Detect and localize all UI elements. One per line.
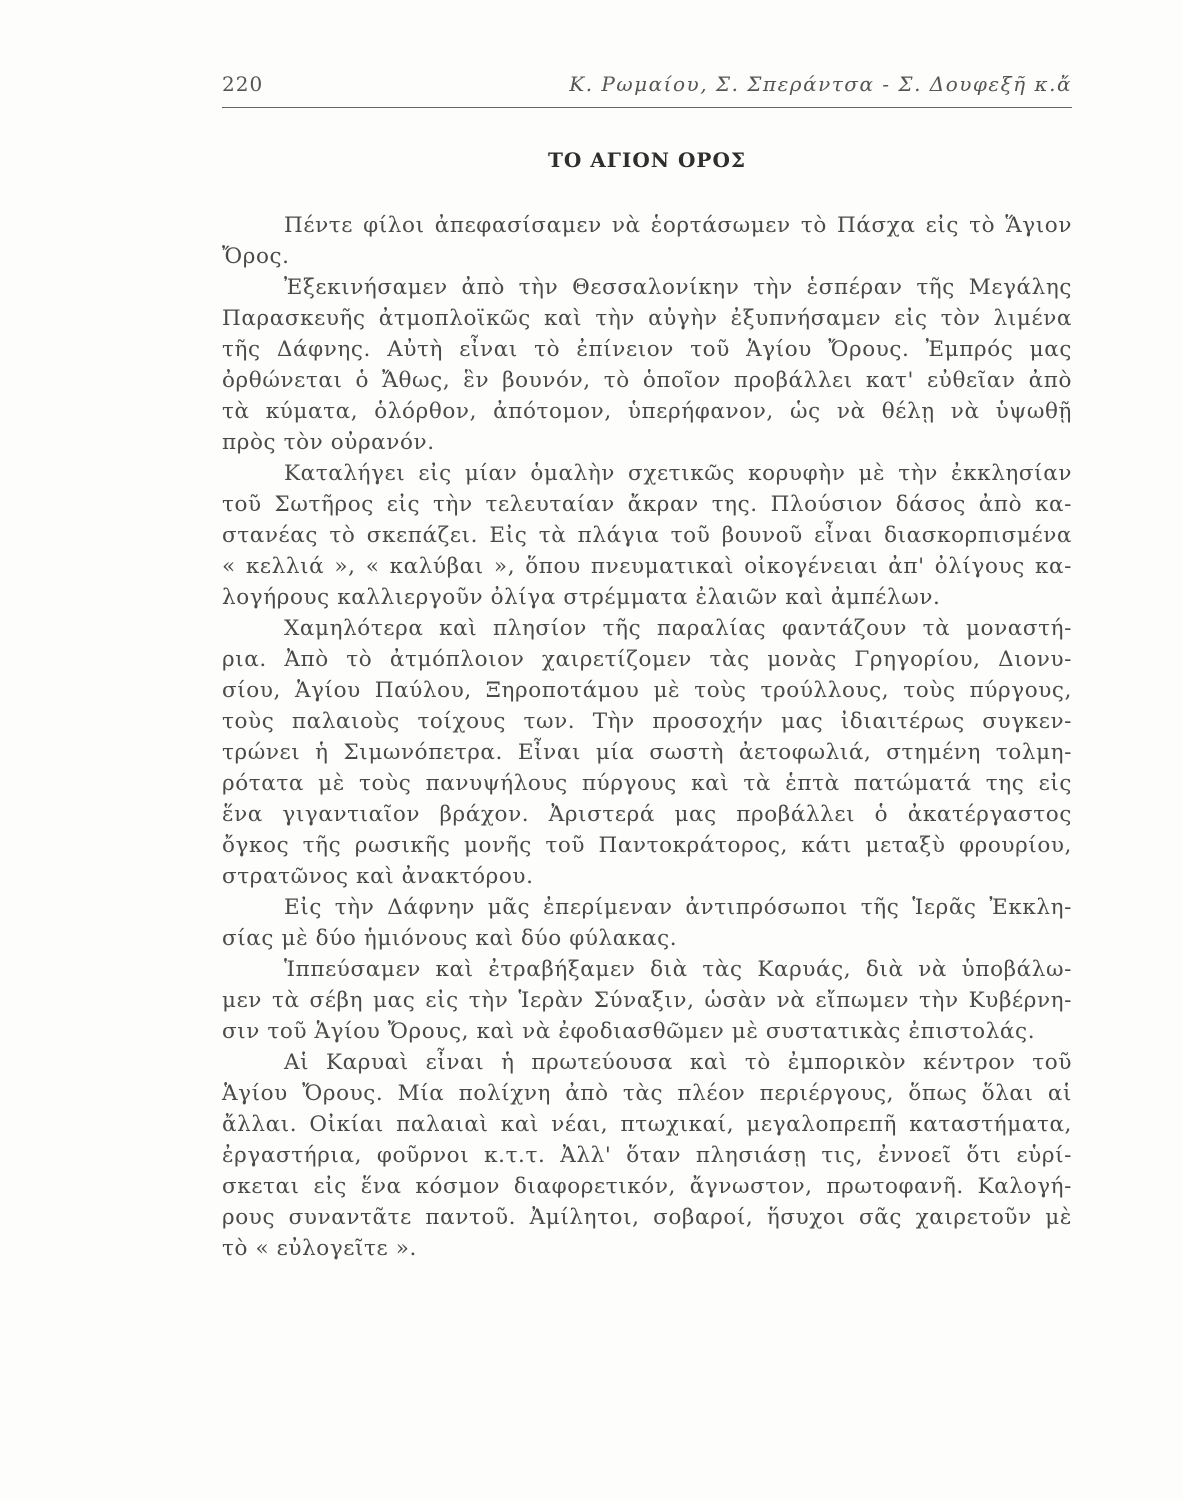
text-line: Πέντε φίλοι ἀπεφασίσαμεν νὰ ἑορτάσωμεν τὸ Πάσχα εἰς τὸ Ἅγιον [284, 213, 1072, 238]
running-head [222, 72, 1072, 102]
paragraph [222, 272, 1072, 458]
text-line: στρατῶνος καὶ ἀνακτόρου. [222, 864, 534, 889]
text-line: Ὄρος. [222, 244, 290, 269]
paragraph [222, 210, 1072, 272]
text-line: τοὺς παλαιοὺς τοίχους των. Τὴν προσοχήν μας ἰδιαιτέρως συγκεν- [222, 709, 1072, 734]
text-line: σκεται εἰς ἕνα κόσμον διαφορετικόν, ἄγνωστον, πρωτοφανῆ. Καλογή- [222, 1174, 1072, 1199]
text-line: ρια. Ἀπὸ τὸ ἀτμόπλοιον χαιρετίζομεν τὰς μονὰς Γρηγορίου, Διονυ- [222, 647, 1072, 672]
text-line: ὄγκος τῆς ρωσικῆς μονῆς τοῦ Παντοκράτορος, κάτι μεταξὺ φρουρίου, [222, 833, 1072, 858]
text-line: ἐργαστήρια, φοῦρνοι κ.τ.τ. Ἀλλ' ὅταν πλησιάσῃ τις, ἐννοεῖ ὅτι εὑρί- [222, 1143, 1072, 1168]
page-number: 220 [222, 72, 264, 96]
text-line: τῆς Δάφνης. Αὐτὴ εἶναι τὸ ἐπίνειον τοῦ Ἁγίου Ὄρους. Ἐμπρός μας [222, 337, 1072, 362]
text-line: ρότατα μὲ τοὺς πανυψήλους πύργους καὶ τὰ ἑπτὰ πατώματά της εἰς [222, 771, 1072, 796]
text-line: ἄλλαι. Οἰκίαι παλαιαὶ καὶ νέαι, πτωχικαί, μεγαλοπρεπῆ καταστήματα, [222, 1112, 1072, 1137]
text-line: Ἱππεύσαμεν καὶ ἐτραβήξαμεν διὰ τὰς Καρυάς, διὰ νὰ ὑποβάλω- [284, 957, 1072, 982]
paragraph [222, 892, 1072, 954]
paragraph [222, 1047, 1072, 1264]
text-line: Εἰς τὴν Δάφνην μᾶς ἐπερίμεναν ἀντιπρόσωποι τῆς Ἱερᾶς Ἐκκλη- [284, 895, 1072, 920]
text-line: τὰ κύματα, ὁλόρθον, ἀπότομον, ὑπερήφανον, ὡς νὰ θέλῃ νὰ ὑψωθῇ [222, 399, 1072, 424]
text-line: ὀρθώνεται ὁ Ἄθως, ἓν βουνόν, τὸ ὁποῖον προβάλλει κατ' εὐθεῖαν ἀπὸ [222, 368, 1072, 393]
text-line: ρους συναντᾶτε παντοῦ. Ἀμίλητοι, σοβαροί, ἥσυχοι σᾶς χαιρετοῦν μὲ [222, 1205, 1072, 1230]
running-head-authors: Κ. Ρωμαίου, Σ. Σπεράντσα - Σ. Δουφεξῆ κ.ἄ [569, 72, 1072, 96]
paragraph [222, 954, 1072, 1047]
paragraph [222, 458, 1072, 613]
text-line: « κελλιά », « καλύβαι », ὅπου πνευματικαὶ οἰκογένειαι ἀπ' ὀλίγους κα- [222, 554, 1072, 579]
text-line: σίου, Ἁγίου Παύλου, Ξηροποτάμου μὲ τοὺς τρούλλους, τοὺς πύργους, [222, 678, 1072, 703]
text-line: σιν τοῦ Ἁγίου Ὄρους, καὶ νὰ ἐφοδιασθῶμεν μὲ συστατικὰς ἐπιστολάς. [222, 1019, 1036, 1044]
paragraph [222, 613, 1072, 892]
text-line: μεν τὰ σέβη μας εἰς τὴν Ἱερὰν Σύναξιν, ὡσὰν νὰ εἴπωμεν τὴν Κυβέρνη- [222, 988, 1072, 1013]
text-line: ἕνα γιγαντιαῖον βράχον. Ἀριστερά μας προβάλλει ὁ ἀκατέργαστος [222, 802, 1072, 827]
text-line: πρὸς τὸν οὐρανόν. [222, 430, 435, 455]
text-line: σίας μὲ δύο ἡμιόνους καὶ δύο φύλακας. [222, 926, 678, 951]
text-line: Αἱ Καρυαὶ εἶναι ἡ πρωτεύουσα καὶ τὸ ἐμπορικὸν κέντρον τοῦ [284, 1050, 1072, 1075]
text-line: Ἁγίου Ὄρους. Μία πολίχνη ἀπὸ τὰς πλέον περιέργους, ὅπως ὅλαι αἱ [222, 1081, 1072, 1106]
chapter-title: ΤΟ ΑΓΙΟΝ ΟΡΟΣ [547, 148, 747, 172]
text-line: τὸ « εὐλογεῖτε ». [222, 1236, 417, 1261]
text-line: Παρασκευῆς ἀτμοπλοϊκῶς καὶ τὴν αὐγὴν ἐξυπνήσαμεν εἰς τὸν λιμένα [222, 306, 1072, 331]
text-line: Καταλήγει εἰς μίαν ὁμαλὴν σχετικῶς κορυφὴν μὲ τὴν ἐκκλησίαν [284, 461, 1072, 486]
text-line: τοῦ Σωτῆρος εἰς τὴν τελευταίαν ἄκραν της. Πλούσιον δάσος ἀπὸ κα- [222, 492, 1072, 517]
body-text [222, 210, 1072, 1264]
text-line: τρώνει ἡ Σιμωνόπετρα. Εἶναι μία σωστὴ ἀετοφωλιά, στημένη τολμη- [222, 740, 1072, 765]
text-line: Ἐξεκινήσαμεν ἀπὸ τὴν Θεσσαλονίκην τὴν ἑσπέραν τῆς Μεγάλης [284, 275, 1072, 300]
header-rule [222, 107, 1072, 108]
text-line: Χαμηλότερα καὶ πλησίον τῆς παραλίας φαντάζουν τὰ μοναστή- [284, 616, 1072, 641]
text-line: στανέας τὸ σκεπάζει. Εἰς τὰ πλάγια τοῦ βουνοῦ εἶναι διασκορπισμένα [222, 523, 1072, 548]
text-line: λογήρους καλλιεργοῦν ὀλίγα στρέμματα ἐλαιῶν καὶ ἀμπέλων. [222, 585, 941, 610]
